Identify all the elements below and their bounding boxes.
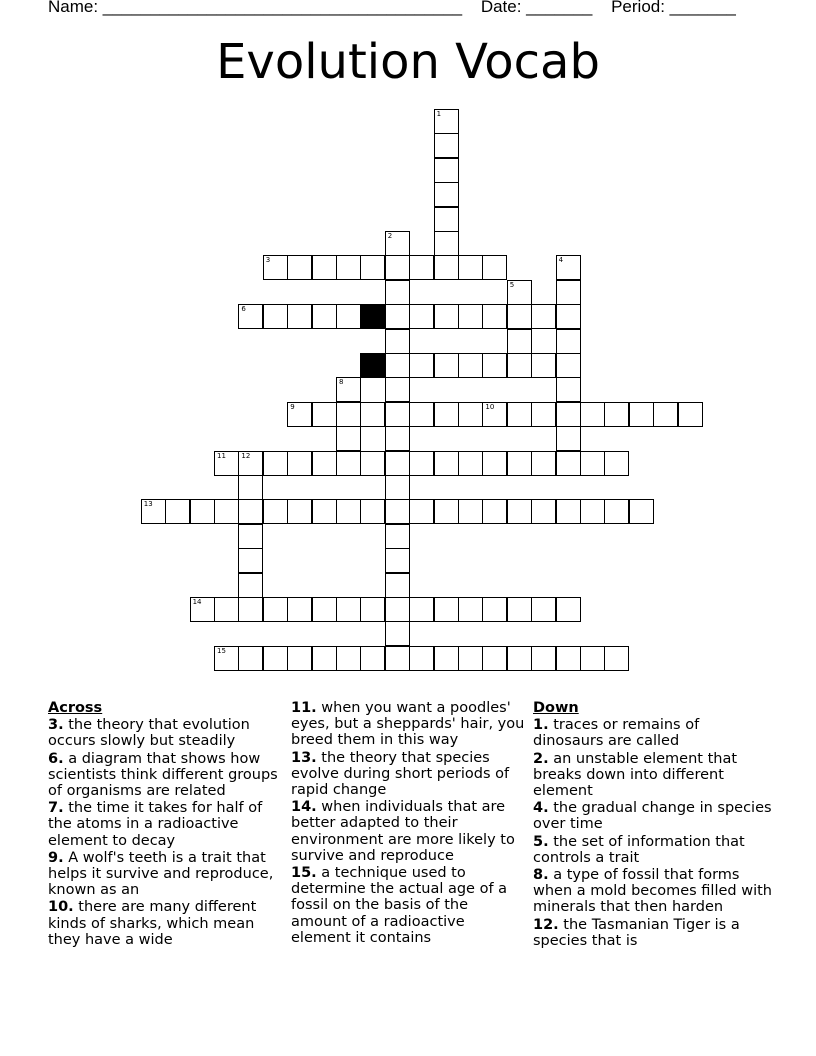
grid-cell[interactable] bbox=[409, 451, 434, 476]
grid-cell[interactable] bbox=[385, 475, 410, 500]
grid-cell[interactable] bbox=[312, 499, 337, 524]
grid-cell[interactable] bbox=[287, 255, 312, 280]
clue-down-12: 12. the Tasmanian Tiger is a species that is bbox=[533, 916, 740, 949]
clue-number-label: 3 bbox=[265, 256, 271, 265]
grid-cell[interactable] bbox=[287, 402, 312, 427]
grid-cell[interactable] bbox=[238, 646, 263, 671]
clue-number-label: 12 bbox=[241, 451, 251, 460]
grid-cell[interactable] bbox=[434, 304, 459, 329]
grid-cell[interactable] bbox=[482, 451, 507, 476]
grid-cell[interactable] bbox=[434, 231, 459, 256]
grid-cell[interactable] bbox=[385, 402, 410, 427]
grid-cell[interactable] bbox=[263, 646, 288, 671]
grid-cell[interactable] bbox=[507, 402, 532, 427]
grid-cell[interactable] bbox=[238, 573, 263, 598]
black-cell bbox=[360, 304, 385, 329]
clue-across-3: 3. the theory that evolution occurs slowly but steadily bbox=[48, 717, 250, 750]
grid-cell[interactable] bbox=[482, 597, 507, 622]
grid-cell[interactable] bbox=[238, 499, 263, 524]
grid-cell[interactable] bbox=[458, 597, 483, 622]
grid-cell[interactable] bbox=[312, 402, 337, 427]
grid-cell[interactable] bbox=[238, 451, 263, 476]
grid-cell[interactable] bbox=[653, 402, 678, 427]
grid-cell[interactable] bbox=[385, 646, 410, 671]
grid-cell[interactable] bbox=[556, 499, 581, 524]
clue-across-6: 6. a diagram that shows how scientists think different groups of organisms are related bbox=[48, 750, 278, 800]
grid-cell[interactable] bbox=[336, 377, 361, 402]
grid-cell[interactable] bbox=[458, 646, 483, 671]
grid-cell[interactable] bbox=[287, 597, 312, 622]
grid-cell[interactable] bbox=[556, 646, 581, 671]
grid-cell[interactable] bbox=[238, 597, 263, 622]
grid-cell[interactable] bbox=[312, 646, 337, 671]
grid-cell[interactable] bbox=[141, 499, 166, 524]
grid-cell[interactable] bbox=[531, 353, 556, 378]
grid-cell[interactable] bbox=[238, 524, 263, 549]
grid-cell[interactable] bbox=[507, 597, 532, 622]
grid-cell[interactable] bbox=[507, 646, 532, 671]
grid-cell[interactable] bbox=[507, 353, 532, 378]
grid-cell[interactable] bbox=[385, 524, 410, 549]
grid-cell[interactable] bbox=[385, 573, 410, 598]
grid-cell[interactable] bbox=[360, 402, 385, 427]
name-field[interactable]: Name: ______________________________________ bbox=[48, 0, 463, 16]
date-field[interactable]: Date: _______ bbox=[480, 0, 593, 16]
grid-cell[interactable] bbox=[434, 109, 459, 134]
black-cell bbox=[360, 353, 385, 378]
grid-cell[interactable] bbox=[507, 451, 532, 476]
grid-cell[interactable] bbox=[287, 499, 312, 524]
grid-cell[interactable] bbox=[263, 255, 288, 280]
grid-cell[interactable] bbox=[336, 402, 361, 427]
grid-cell[interactable] bbox=[482, 646, 507, 671]
grid-cell[interactable] bbox=[678, 402, 703, 427]
grid-cell[interactable] bbox=[287, 451, 312, 476]
grid-cell[interactable] bbox=[604, 499, 629, 524]
grid-cell[interactable] bbox=[556, 377, 581, 402]
clues-column-2 bbox=[291, 700, 526, 947]
grid-cell[interactable] bbox=[385, 451, 410, 476]
grid-cell[interactable] bbox=[629, 499, 654, 524]
grid-cell[interactable] bbox=[287, 304, 312, 329]
clue-number-label: 6 bbox=[241, 305, 246, 314]
clue-number-label: 5 bbox=[509, 280, 515, 289]
grid-cell[interactable] bbox=[263, 304, 288, 329]
clue-down-4: 4. the gradual change in species over time bbox=[533, 800, 772, 833]
grid-cell[interactable] bbox=[336, 426, 361, 451]
clue-number-label: 9 bbox=[290, 402, 295, 411]
clue-across-15: 15. a technique used to determine the actual age of a fossil on the basis of the amount of a radioactive element it contains bbox=[291, 865, 508, 946]
grid-cell[interactable] bbox=[434, 451, 459, 476]
grid-cell[interactable] bbox=[360, 597, 385, 622]
grid-cell[interactable] bbox=[482, 402, 507, 427]
grid-cell[interactable] bbox=[629, 402, 654, 427]
grid-cell[interactable] bbox=[434, 255, 459, 280]
grid-cell[interactable] bbox=[360, 499, 385, 524]
clue-across-11: 11. when you want a poodles' eyes, but a sheppards' hair, you breed them in this way bbox=[291, 700, 525, 749]
grid-cell[interactable] bbox=[556, 451, 581, 476]
grid-cell[interactable] bbox=[409, 646, 434, 671]
clue-across-7: 7. the time it takes for half of the atoms in a radioactive element to decay bbox=[48, 800, 263, 849]
grid-cell[interactable] bbox=[336, 451, 361, 476]
grid-cell[interactable] bbox=[434, 133, 459, 158]
clue-down-1: 1. traces or remains of dinosaurs are called bbox=[533, 717, 700, 750]
grid-cell[interactable] bbox=[556, 329, 581, 354]
grid-cell[interactable] bbox=[385, 280, 410, 305]
grid-cell[interactable] bbox=[507, 329, 532, 354]
grid-cell[interactable] bbox=[336, 304, 361, 329]
grid-cell[interactable] bbox=[263, 499, 288, 524]
grid-cell[interactable] bbox=[409, 304, 434, 329]
grid-cell[interactable] bbox=[507, 304, 532, 329]
grid-cell[interactable] bbox=[360, 646, 385, 671]
clue-number-label: 8 bbox=[339, 378, 344, 387]
grid-cell[interactable] bbox=[531, 304, 556, 329]
grid-cell[interactable] bbox=[360, 255, 385, 280]
grid-cell[interactable] bbox=[531, 451, 556, 476]
grid-cell[interactable] bbox=[336, 646, 361, 671]
grid-cell[interactable] bbox=[434, 499, 459, 524]
grid-cell[interactable] bbox=[336, 255, 361, 280]
grid-cell[interactable] bbox=[434, 646, 459, 671]
clue-across-13: 13. the theory that species evolve during short periods of rapid change bbox=[291, 749, 510, 799]
grid-cell[interactable] bbox=[580, 402, 605, 427]
grid-cell[interactable] bbox=[458, 402, 483, 427]
grid-cell[interactable] bbox=[312, 255, 337, 280]
grid-cell[interactable] bbox=[385, 426, 410, 451]
grid-cell[interactable] bbox=[214, 499, 239, 524]
grid-cell[interactable] bbox=[385, 499, 410, 524]
grid-cell[interactable] bbox=[409, 353, 434, 378]
grid-cell[interactable] bbox=[507, 280, 532, 305]
grid-cell[interactable] bbox=[482, 255, 507, 280]
grid-cell[interactable] bbox=[482, 499, 507, 524]
clue-number-label: 2 bbox=[387, 232, 393, 240]
page-title: Evolution Vocab bbox=[216, 34, 600, 90]
grid-cell[interactable] bbox=[482, 304, 507, 329]
clue-number-label: 10 bbox=[485, 402, 495, 411]
grid-cell[interactable] bbox=[458, 499, 483, 524]
clue-number-label: 11 bbox=[217, 451, 226, 460]
grid-cell[interactable] bbox=[434, 207, 459, 232]
grid-cell[interactable] bbox=[409, 255, 434, 280]
grid-cell[interactable] bbox=[434, 182, 459, 207]
clue-down-5: 5. the set of information that controls a trait bbox=[533, 833, 745, 866]
clue-number-label: 14 bbox=[192, 598, 202, 606]
grid-cell[interactable] bbox=[409, 402, 434, 427]
grid-cell[interactable] bbox=[458, 255, 483, 280]
grid-cell[interactable] bbox=[336, 597, 361, 622]
clues-column-3 bbox=[533, 700, 773, 950]
clue-down-2: 2. an unstable element that breaks down into different element bbox=[533, 750, 738, 800]
grid-cell[interactable] bbox=[580, 451, 605, 476]
grid-cell[interactable] bbox=[580, 646, 605, 671]
grid-cell[interactable] bbox=[385, 255, 410, 280]
grid-cell[interactable] bbox=[360, 451, 385, 476]
grid-cell[interactable] bbox=[385, 231, 410, 256]
grid-cell[interactable] bbox=[214, 597, 239, 622]
grid-cell[interactable] bbox=[312, 304, 337, 329]
clue-across-9: 9. A wolf's teeth is a trait that helps it survive and reproduce, known as an bbox=[48, 849, 274, 899]
grid-cell[interactable] bbox=[263, 451, 288, 476]
grid-cell[interactable] bbox=[556, 597, 581, 622]
grid-cell[interactable] bbox=[434, 158, 459, 183]
grid-cell[interactable] bbox=[214, 646, 239, 671]
grid-cell[interactable] bbox=[556, 304, 581, 329]
period-field[interactable]: Period: _______ bbox=[611, 0, 736, 16]
grid-cell[interactable] bbox=[604, 402, 629, 427]
grid-cell[interactable] bbox=[385, 548, 410, 573]
grid-cell[interactable] bbox=[458, 451, 483, 476]
grid-cell[interactable] bbox=[165, 499, 190, 524]
grid-cell[interactable] bbox=[287, 646, 312, 671]
grid-cell[interactable] bbox=[385, 377, 410, 402]
grid-cell[interactable] bbox=[238, 304, 263, 329]
grid-cell[interactable] bbox=[409, 499, 434, 524]
clue-across-14: 14. when individuals that are better adapted to their environment are more likely to survive and reproduce bbox=[291, 799, 515, 864]
grid-cell[interactable] bbox=[458, 353, 483, 378]
grid-cell[interactable] bbox=[336, 499, 361, 524]
grid-cell[interactable] bbox=[385, 621, 410, 646]
grid-cell[interactable] bbox=[531, 646, 556, 671]
grid-cell[interactable] bbox=[385, 353, 410, 378]
grid-cell[interactable] bbox=[238, 475, 263, 500]
grid-cell[interactable] bbox=[214, 451, 239, 476]
grid-cell[interactable] bbox=[604, 451, 629, 476]
clue-down-8: 8. a type of fossil that forms when a mold becomes filled with minerals that then harden bbox=[533, 867, 772, 916]
grid-cell[interactable] bbox=[556, 426, 581, 451]
down-heading: Down bbox=[533, 700, 579, 716]
grid-cell[interactable] bbox=[263, 597, 288, 622]
grid-cell[interactable] bbox=[531, 499, 556, 524]
grid-cell[interactable] bbox=[531, 597, 556, 622]
across-heading: Across bbox=[48, 700, 103, 716]
grid-cell[interactable] bbox=[580, 499, 605, 524]
clue-across-10: 10. there are many different kinds of sharks, which mean they have a wide bbox=[48, 899, 257, 948]
grid-cell[interactable] bbox=[385, 304, 410, 329]
grid-cell[interactable] bbox=[556, 402, 581, 427]
grid-cell[interactable] bbox=[190, 499, 215, 524]
grid-cell[interactable] bbox=[482, 353, 507, 378]
clues-column-1 bbox=[48, 700, 288, 949]
grid-cell[interactable] bbox=[556, 255, 581, 280]
grid-cell[interactable] bbox=[434, 353, 459, 378]
grid-cell[interactable] bbox=[507, 499, 532, 524]
clue-number-label: 13 bbox=[143, 500, 153, 509]
grid-cell[interactable] bbox=[531, 402, 556, 427]
grid-cell[interactable] bbox=[556, 280, 581, 305]
grid-cell[interactable] bbox=[385, 597, 410, 622]
grid-cell[interactable] bbox=[434, 597, 459, 622]
clue-number-label: 4 bbox=[558, 256, 564, 265]
grid-cell[interactable] bbox=[409, 597, 434, 622]
grid-cell[interactable] bbox=[458, 304, 483, 329]
clue-number-label: 1 bbox=[436, 110, 442, 118]
grid-cell[interactable] bbox=[312, 597, 337, 622]
grid-cell[interactable] bbox=[604, 646, 629, 671]
grid-cell[interactable] bbox=[434, 402, 459, 427]
grid-cell[interactable] bbox=[190, 597, 215, 622]
grid-cell[interactable] bbox=[385, 329, 410, 354]
clue-number-label: 15 bbox=[217, 646, 226, 655]
grid-cell[interactable] bbox=[238, 548, 263, 573]
grid-cell[interactable] bbox=[556, 353, 581, 378]
grid-cell[interactable] bbox=[312, 451, 337, 476]
